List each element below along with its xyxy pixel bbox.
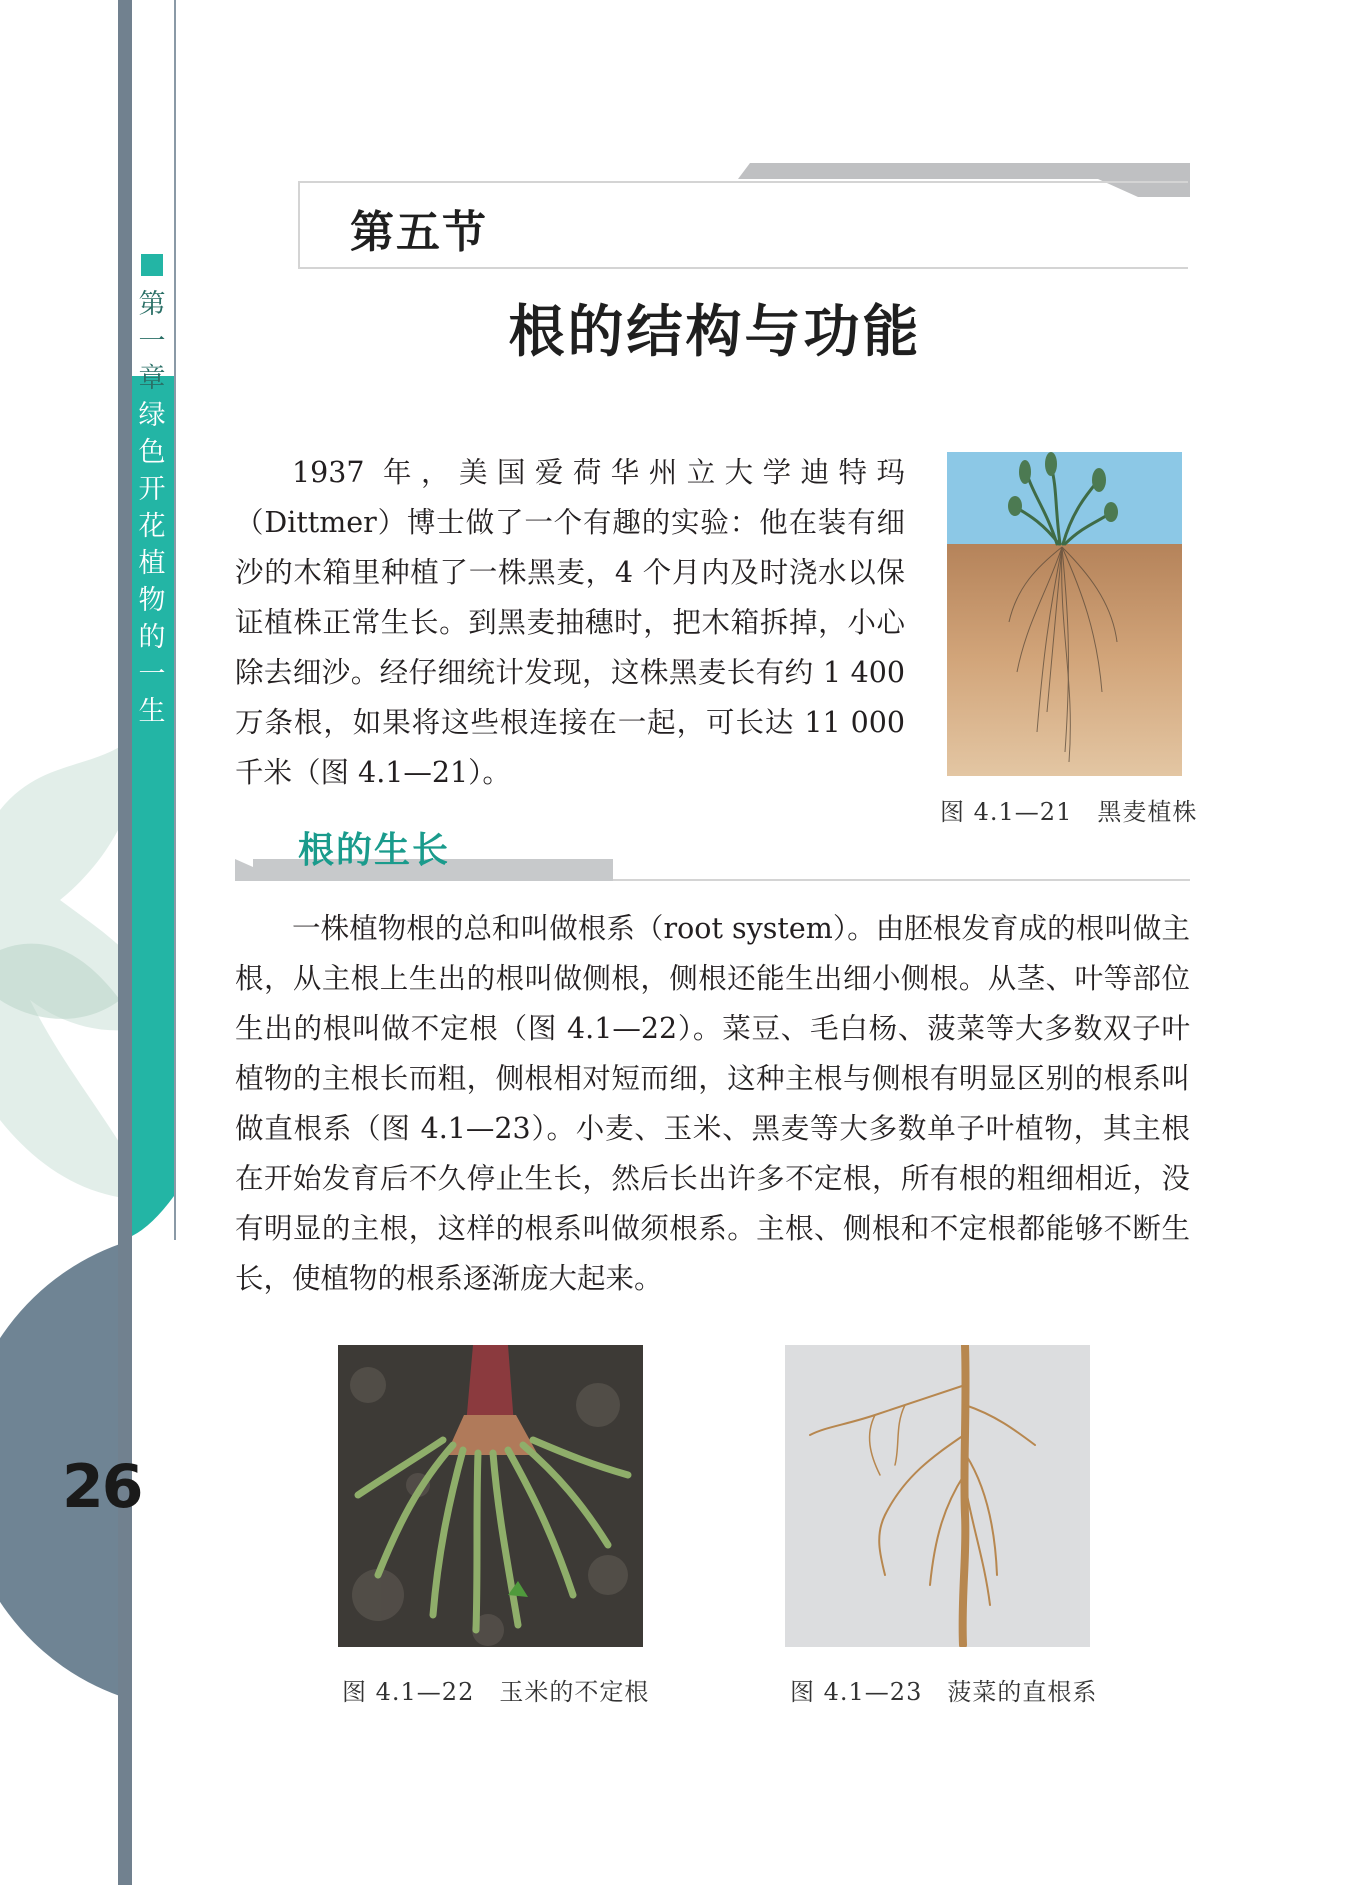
- chapter-char: 花: [138, 511, 166, 542]
- chapter-char: 色: [138, 437, 166, 468]
- intro-paragraph: 1937 年，美国爱荷华州立大学迪特玛（Dittmer）博士做了一个有趣的实验：他在装有细沙的木箱里种植了一株黑麦，4 个月内及时浇水以保证植株正常生长。到黑麦抽穗时，把木箱拆掉，小心除去细沙。经仔细统计发现，这株黑麦长有约 1 400 万条根，如果将这些根连接在一起，可长达 11 000 千米（图 4.1—21）。: [235, 456, 905, 789]
- chapter-char: 植: [138, 548, 166, 579]
- spinach-figure-caption: 图 4.1—23 菠菜的直根系: [790, 1678, 1098, 1706]
- rye-figure-caption: 图 4.1—21 黑麦植株: [940, 798, 1198, 826]
- chapter-char: 章: [138, 363, 166, 394]
- page-title: 根的结构与功能: [508, 300, 922, 365]
- chapter-marker-square: [141, 254, 163, 276]
- chapter-char: 第: [138, 289, 166, 320]
- section-label: 第五节: [350, 207, 488, 258]
- rye-plant-image: [947, 452, 1182, 776]
- chapter-label-vertical: [134, 286, 170, 730]
- chapter-char: 开: [138, 474, 166, 505]
- growth-paragraph: 一株植物根的总和叫做根系（root system）。由胚根发育成的根叫做主根，从主根上生出的根叫做侧根，侧根还能生出细小侧根。从茎、叶等部位生出的根叫做不定根（图 4.1—22）。菜豆、毛白杨、菠菜等大多数双子叶植物的主根长而粗，侧根相对短而细，这种主根与侧根有明显区别的根系叫做直根系（图 4.1—23）。小麦、玉米、黑麦等大多数单子叶植物，其主根在开始发育后不久停止生长，然后长出许多不定根，所有根的粗细相近，没有明显的主根，这样的根系叫做须根系。主根、侧根和不定根都能够不断生长，使植物的根系逐渐庞大起来。: [235, 912, 1190, 1295]
- corn-roots-image: [338, 1345, 643, 1647]
- chapter-char: 一: [138, 326, 166, 357]
- page-number: 26: [62, 1452, 142, 1522]
- chapter-char: 物: [138, 585, 166, 616]
- corn-figure-caption: 图 4.1—22 玉米的不定根: [342, 1678, 650, 1706]
- margin-rule: [174, 0, 176, 1240]
- chapter-char: 一: [138, 659, 166, 690]
- left-margin-strip: [118, 0, 132, 1885]
- chapter-char: 生: [138, 696, 166, 727]
- subsection-heading: 根的生长: [298, 830, 451, 871]
- chapter-char: 的: [138, 622, 166, 653]
- chapter-char: 绿: [138, 400, 166, 431]
- spinach-taproot-image: [785, 1345, 1090, 1647]
